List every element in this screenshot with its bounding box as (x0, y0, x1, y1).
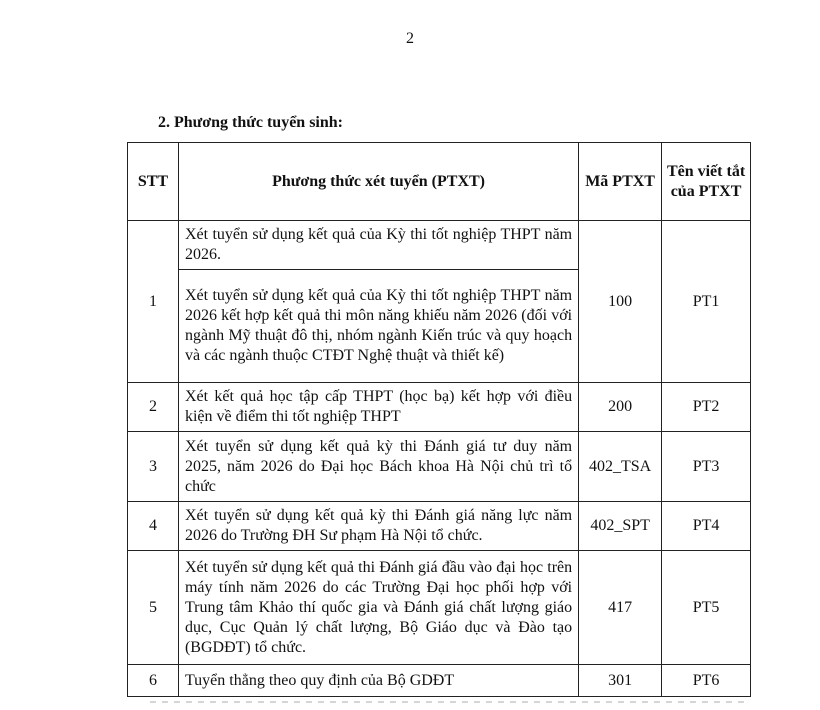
row-method: Xét tuyển sử dụng kết quả của Kỳ thi tốt nghiệp THPT năm 2026 kết hợp kết quả thi môn năng khiếu năm 2026 (đối với ngành Mỹ thuật đô thị, nhóm ngành Kiến trúc và quy hoạch và các ngành thuộc CTĐT Nghệ thuật và thiết kế) (178, 270, 578, 383)
row-short-name: PT1 (662, 221, 751, 383)
table-row (128, 432, 751, 502)
row-code: 402_SPT (579, 502, 662, 551)
row-short-name: PT5 (662, 551, 751, 665)
table-row (128, 665, 751, 697)
row-method: Xét tuyển sử dụng kết quả của Kỳ thi tốt nghiệp THPT năm 2026. (178, 221, 578, 270)
row-method: Xét kết quả học tập cấp THPT (học bạ) kết hợp với điều kiện về điểm thi tốt nghiệp THPT (178, 383, 578, 432)
table-header-row (128, 143, 751, 221)
header-method: Phương thức xét tuyển (PTXT) (178, 143, 578, 221)
row-code: 200 (579, 383, 662, 432)
row-stt: 4 (128, 502, 179, 551)
row-code: 301 (579, 665, 662, 697)
row-method: Xét tuyển sử dụng kết quả kỳ thi Đánh giá tư duy năm 2025, năm 2026 do Đại học Bách khoa Hà Nội chủ trì tổ chức (178, 432, 578, 502)
row-method: Xét tuyển sử dụng kết quả thi Đánh giá đầu vào đại học trên máy tính năm 2026 do các Trường Đại học phối hợp với Trung tâm Khảo thí quốc gia và Đánh giá chất lượng giáo dục, Cục Quản lý chất lượng, Bộ Giáo dục và Đào tạo (BGDĐT) tổ chức. (178, 551, 578, 665)
row-stt: 6 (128, 665, 179, 697)
admission-methods-table (127, 142, 751, 697)
table-row (128, 551, 751, 665)
cut-off-text-line (150, 701, 750, 703)
row-stt: 3 (128, 432, 179, 502)
row-stt: 5 (128, 551, 179, 665)
header-code: Mã PTXT (579, 143, 662, 221)
row-short-name: PT3 (662, 432, 751, 502)
header-stt: STT (128, 143, 179, 221)
row-method: Tuyển thẳng theo quy định của Bộ GDĐT (178, 665, 578, 697)
row-code: 100 (579, 221, 662, 383)
table-row (128, 221, 751, 270)
header-short-name: Tên viết tắt của PTXT (662, 143, 751, 221)
row-stt: 1 (128, 221, 179, 383)
row-method: Xét tuyển sử dụng kết quả kỳ thi Đánh giá năng lực năm 2026 do Trường ĐH Sư phạm Hà Nội tổ chức. (178, 502, 578, 551)
row-short-name: PT6 (662, 665, 751, 697)
row-short-name: PT2 (662, 383, 751, 432)
row-code: 402_TSA (579, 432, 662, 502)
row-short-name: PT4 (662, 502, 751, 551)
row-stt: 2 (128, 383, 179, 432)
table-row (128, 502, 751, 551)
row-code: 417 (579, 551, 662, 665)
table-row (128, 383, 751, 432)
section-heading: 2. Phương thức tuyển sinh: (158, 114, 343, 131)
page-number: 2 (406, 30, 414, 47)
